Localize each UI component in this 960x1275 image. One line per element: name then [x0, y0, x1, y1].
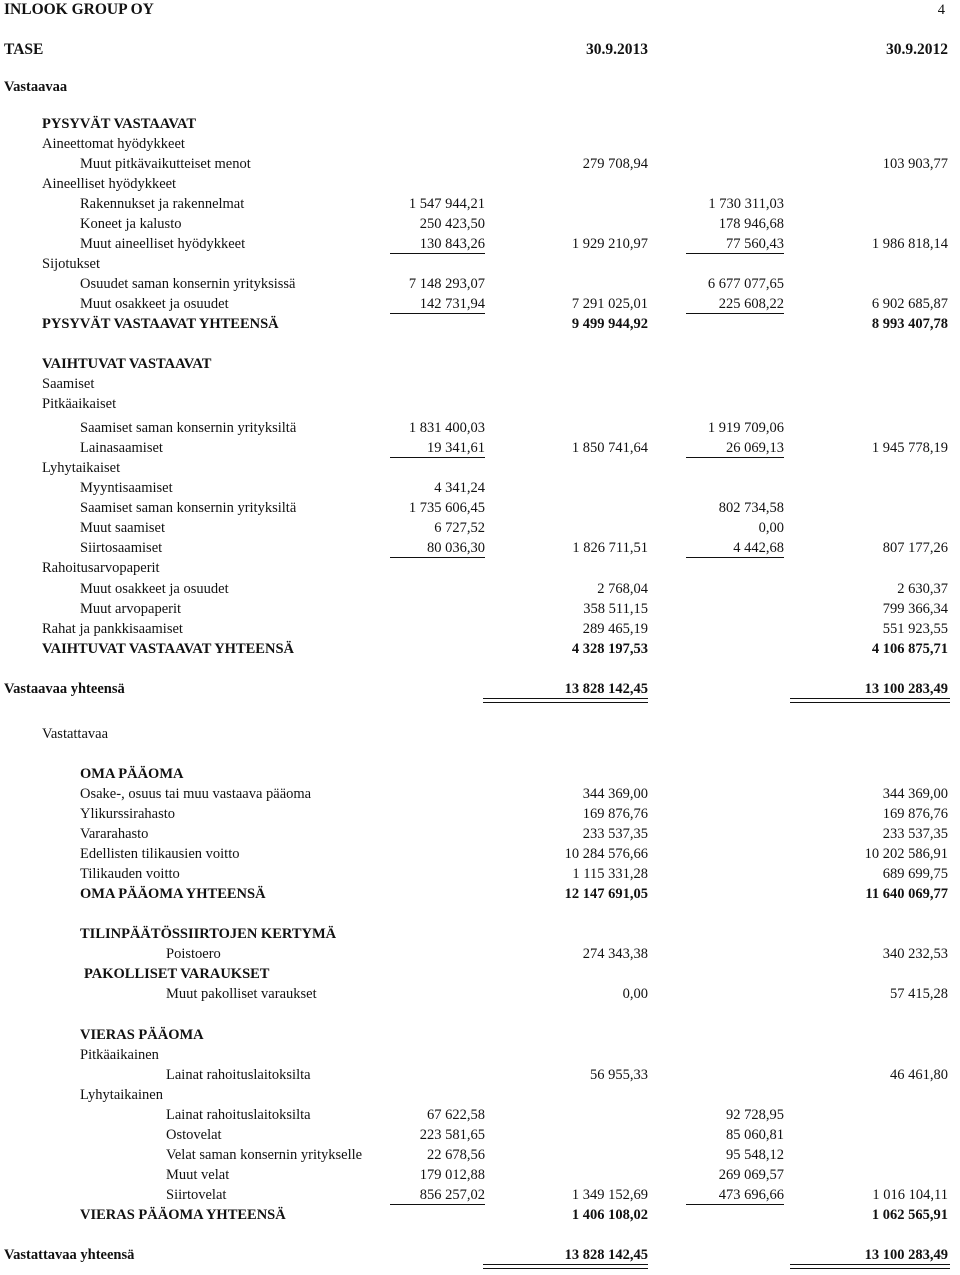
- receivables-heading: Saamiset: [42, 376, 95, 392]
- line-label: Rahat ja pankkisaamiset: [42, 621, 183, 637]
- grand-total-2013: 13 828 142,45: [564, 1247, 648, 1263]
- long-term-heading: Pitkäaikainen: [80, 1047, 159, 1063]
- assets-heading: Vastaavaa: [4, 79, 68, 95]
- value-2012: 1 730 311,03: [708, 196, 784, 212]
- debt-heading: VIERAS PÄÄOMA: [80, 1027, 204, 1043]
- total-2013: 7 291 025,01: [571, 296, 648, 312]
- total-2013: 233 537,35: [582, 826, 648, 842]
- total-2013: 344 369,00: [582, 786, 648, 802]
- line-label: Rakennukset ja rakennelmat: [80, 196, 245, 212]
- line-label: Tilikauden voitto: [80, 866, 180, 882]
- liabilities-heading: Vastattavaa: [42, 726, 109, 742]
- long-term-heading: Pitkäaikaiset: [42, 396, 117, 412]
- double-rule: [790, 1264, 950, 1269]
- line-label: Myyntisaamiset: [80, 480, 173, 496]
- debt-total-label: VIERAS PÄÄOMA YHTEENSÄ: [80, 1207, 286, 1223]
- value-2013: 4 341,24: [434, 480, 485, 496]
- current-assets-heading: VAIHTUVAT VASTAAVAT: [42, 356, 212, 372]
- value-2013: 7 148 293,07: [408, 276, 485, 292]
- liabilities-total-label: Vastattavaa yhteensä: [4, 1247, 135, 1263]
- total-2013: 1 850 741,64: [571, 440, 648, 456]
- total-2013: 1 115 331,28: [572, 866, 648, 882]
- value-2012: 4 442,68: [686, 539, 784, 558]
- total-2013: 1 406 108,02: [571, 1207, 648, 1223]
- value-2013: 142 731,94: [390, 295, 485, 314]
- total-2012: 807 177,26: [882, 540, 948, 556]
- line-label: Poistoero: [166, 946, 221, 962]
- total-2013: 279 708,94: [582, 156, 648, 172]
- line-label: Velat saman konsernin yritykselle: [166, 1147, 363, 1163]
- value-2013: 80 036,30: [390, 539, 485, 558]
- fixed-assets-total-label: PYSYVÄT VASTAAVAT YHTEENSÄ: [42, 316, 279, 332]
- line-label: Saamiset saman konsernin yrityksiltä: [80, 500, 297, 516]
- equity-heading: OMA PÄÄOMA: [80, 766, 184, 782]
- line-label: Lainat rahoituslaitoksilta: [166, 1107, 311, 1123]
- appropriations-heading: TILINPÄÄTÖSSIIRTOJEN KERTYMÄ: [80, 926, 337, 942]
- total-2012: 8 993 407,78: [871, 316, 948, 332]
- double-rule: [790, 698, 950, 703]
- total-2013: 9 499 944,92: [571, 316, 648, 332]
- line-label: Ostovelat: [166, 1127, 222, 1143]
- total-2012: 1 945 778,19: [871, 440, 948, 456]
- line-label: Koneet ja kalusto: [80, 216, 182, 232]
- total-2012: 1 062 565,91: [871, 1207, 948, 1223]
- company-name: INLOOK GROUP OY: [4, 1, 154, 18]
- short-term-heading: Lyhytaikainen: [80, 1087, 163, 1103]
- total-2012: 1 986 818,14: [871, 236, 948, 252]
- value-2012: 0,00: [758, 520, 784, 536]
- value-2012: 92 728,95: [726, 1107, 784, 1123]
- total-2012: 689 699,75: [882, 866, 948, 882]
- line-label: Muut pakolliset varaukset: [166, 986, 317, 1002]
- total-2012: 799 366,34: [882, 601, 948, 617]
- total-2013: 2 768,04: [597, 581, 648, 597]
- total-2013: 274 343,38: [582, 946, 648, 962]
- total-2013: 56 955,33: [590, 1067, 648, 1083]
- total-2013: 1 826 711,51: [572, 540, 648, 556]
- value-2012: 1 919 709,06: [707, 420, 784, 436]
- line-label: Siirtovelat: [166, 1187, 227, 1203]
- value-2013: 250 423,50: [419, 216, 485, 232]
- total-2013: 169 876,76: [582, 806, 648, 822]
- grand-total-2013: 13 828 142,45: [564, 681, 648, 697]
- equity-total-label: OMA PÄÄOMA YHTEENSÄ: [80, 886, 266, 902]
- value-2013: 19 341,61: [390, 439, 485, 458]
- value-2013: 1 547 944,21: [408, 196, 485, 212]
- value-2013: 67 622,58: [427, 1107, 485, 1123]
- total-2012: 11 640 069,77: [865, 886, 948, 902]
- line-label: Ylikurssirahasto: [80, 806, 176, 822]
- page-number: 4: [937, 2, 945, 18]
- total-2013: 289 465,19: [582, 621, 648, 637]
- line-label: Muut aineelliset hyödykkeet: [80, 236, 246, 252]
- line-label: Saamiset saman konsernin yrityksiltä: [80, 420, 297, 436]
- provisions-heading: PAKOLLISET VARAUKSET: [84, 966, 270, 982]
- value-2013: 130 843,26: [390, 235, 485, 254]
- short-term-heading: Lyhytaikaiset: [42, 460, 121, 476]
- value-2013: 6 727,52: [434, 520, 485, 536]
- total-2013: 358 511,15: [583, 601, 648, 617]
- total-2013: 1 349 152,69: [571, 1187, 648, 1203]
- statement-title: TASE: [4, 41, 44, 58]
- value-2012: 473 696,66: [686, 1186, 784, 1205]
- line-label: Muut pitkävaikutteiset menot: [80, 156, 251, 172]
- line-label: Muut velat: [166, 1167, 230, 1183]
- total-2013: 10 284 576,66: [564, 846, 648, 862]
- value-2013: 223 581,65: [419, 1127, 485, 1143]
- total-2012: 10 202 586,91: [864, 846, 948, 862]
- line-label: Muut arvopaperit: [80, 601, 182, 617]
- value-2012: 269 069,57: [718, 1167, 784, 1183]
- column-header-2013: 30.9.2013: [586, 41, 648, 58]
- assets-total-label: Vastaavaa yhteensä: [4, 681, 125, 697]
- fixed-assets-heading: PYSYVÄT VASTAAVAT: [42, 116, 197, 132]
- line-label: Osake-, osuus tai muu vastaava pääoma: [80, 786, 312, 802]
- total-2013: 12 147 691,05: [564, 886, 648, 902]
- line-label: Siirtosaamiset: [80, 540, 163, 556]
- intangible-heading: Aineettomat hyödykkeet: [42, 136, 185, 152]
- tangible-heading: Aineelliset hyödykkeet: [42, 176, 177, 192]
- value-2012: 178 946,68: [718, 216, 784, 232]
- total-2012: 233 537,35: [882, 826, 948, 842]
- value-2012: 26 069,13: [686, 439, 784, 458]
- grand-total-2012: 13 100 283,49: [864, 1247, 948, 1263]
- total-2012: 46 461,80: [890, 1067, 948, 1083]
- line-label: Muut osakkeet ja osuudet: [80, 581, 229, 597]
- column-header-2012: 30.9.2012: [886, 41, 948, 58]
- value-2012: 95 548,12: [726, 1147, 784, 1163]
- total-2013: 4 328 197,53: [571, 641, 648, 657]
- total-2012: 169 876,76: [882, 806, 948, 822]
- line-label: Muut saamiset: [80, 520, 165, 536]
- total-2012: 2 630,37: [897, 581, 948, 597]
- double-rule: [483, 698, 648, 703]
- value-2013: 179 012,88: [419, 1167, 485, 1183]
- value-2012: 85 060,81: [726, 1127, 784, 1143]
- line-label: Edellisten tilikausien voitto: [80, 846, 240, 862]
- grand-total-2012: 13 100 283,49: [864, 681, 948, 697]
- total-2012: 6 902 685,87: [871, 296, 948, 312]
- value-2013: 22 678,56: [427, 1147, 485, 1163]
- total-2012: 1 016 104,11: [872, 1187, 948, 1203]
- line-label: Vararahasto: [80, 826, 149, 842]
- value-2012: 225 608,22: [686, 295, 784, 314]
- value-2013: 856 257,02: [390, 1186, 485, 1205]
- investments-heading: Sijotukset: [42, 256, 101, 272]
- current-assets-total-label: VAIHTUVAT VASTAAVAT YHTEENSÄ: [42, 641, 294, 657]
- line-label: Osuudet saman konsernin yrityksissä: [80, 276, 296, 292]
- total-2013: 1 929 210,97: [571, 236, 648, 252]
- double-rule: [483, 1264, 648, 1269]
- value-2013: 1 831 400,03: [408, 420, 485, 436]
- total-2012: 344 369,00: [882, 786, 948, 802]
- value-2012: 802 734,58: [718, 500, 784, 516]
- line-label: Muut osakkeet ja osuudet: [80, 296, 229, 312]
- line-label: Lainasaamiset: [80, 440, 163, 456]
- total-2012: 4 106 875,71: [871, 641, 948, 657]
- total-2012: 340 232,53: [882, 946, 948, 962]
- total-2012: 57 415,28: [890, 986, 948, 1002]
- line-label: Lainat rahoituslaitoksilta: [166, 1067, 311, 1083]
- value-2012: 77 560,43: [686, 235, 784, 254]
- total-2012: 551 923,55: [882, 621, 948, 637]
- value-2013: 1 735 606,45: [408, 500, 485, 516]
- total-2013: 0,00: [622, 986, 648, 1002]
- securities-heading: Rahoitusarvopaperit: [42, 560, 160, 576]
- total-2012: 103 903,77: [882, 156, 948, 172]
- value-2012: 6 677 077,65: [707, 276, 784, 292]
